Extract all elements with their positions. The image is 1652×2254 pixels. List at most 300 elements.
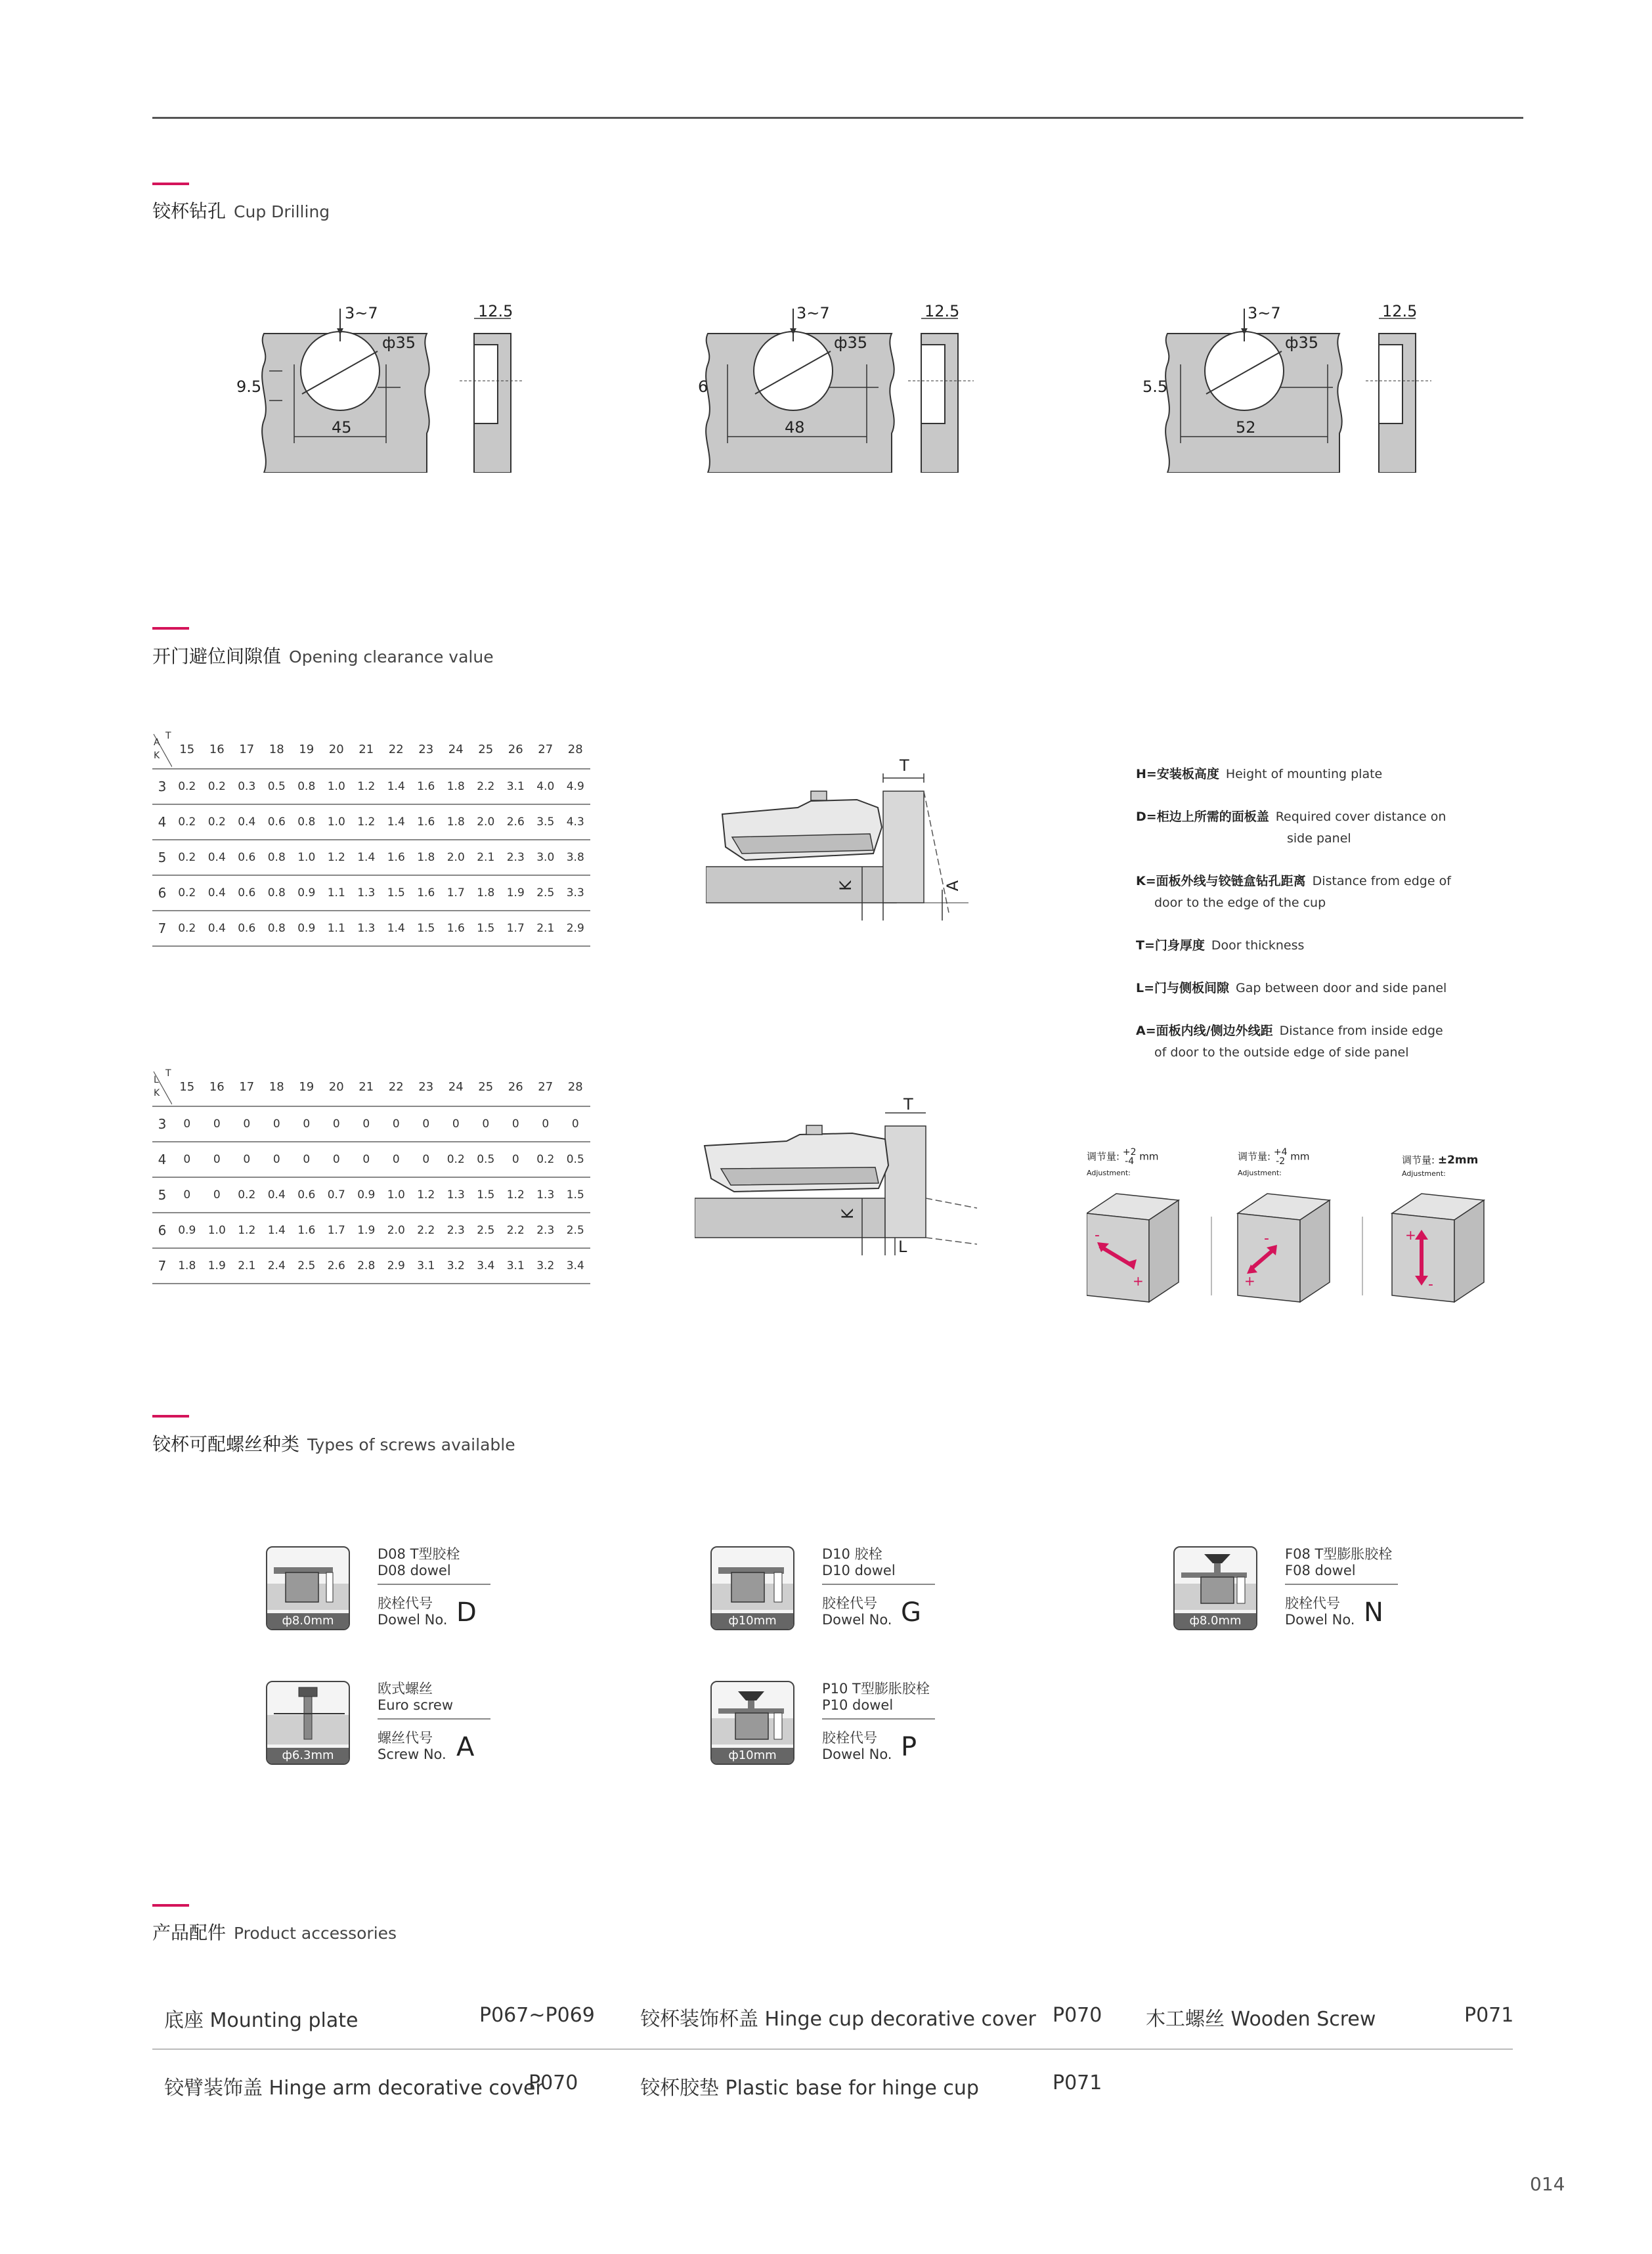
hinge-clearance-diagram-a-svg [706, 755, 988, 926]
dowel-drawing [712, 1548, 794, 1616]
drilling-offset-label: 3~7 [1248, 304, 1281, 322]
screw-no-cn: 胶栓代号 [378, 1595, 433, 1611]
section-accent [152, 1904, 189, 1907]
adjustment-label-2 [1238, 1148, 1310, 1178]
adjustment-en: Adjustment: [1087, 1169, 1131, 1177]
table-cell: 0 [232, 1106, 262, 1142]
table-cell: 1.7 [501, 911, 531, 946]
dowel-drawing [267, 1548, 350, 1616]
legend-key: K=面板外线与铰链盒钻孔距离 [1136, 874, 1306, 888]
section-title-cn: 产品配件 [152, 1922, 227, 1943]
adjustment-cubes [1087, 1187, 1513, 1312]
hinge-clearance-diagram-l [695, 1095, 984, 1261]
table-cell: 0 [501, 1142, 531, 1177]
table-cell: 3.4 [471, 1248, 501, 1284]
corner-left-label: A [154, 737, 160, 748]
table-cell: 3.5 [531, 804, 561, 840]
table-cell: 1.5 [471, 1177, 501, 1213]
column-header: 21 [351, 731, 381, 769]
row-k-value: 4 [152, 1142, 172, 1177]
table-cell: 0 [262, 1106, 292, 1142]
table-cell: 0.2 [172, 804, 202, 840]
table-cell: 0.2 [172, 875, 202, 911]
drilling-edge-label: 6 [698, 378, 708, 396]
table-cell: 2.9 [381, 1248, 412, 1284]
table-cell: 2.5 [471, 1213, 501, 1248]
table-cell: 2.3 [501, 840, 531, 875]
column-header: 17 [232, 731, 262, 769]
table-cell: 0 [561, 1106, 591, 1142]
table-cell: 4.9 [561, 769, 591, 804]
table-cell: 0 [441, 1106, 471, 1142]
screw-title [822, 1681, 930, 1714]
section-title-cn: 铰杯可配螺丝种类 [152, 1433, 300, 1455]
diagram-k-label: K [836, 880, 855, 891]
screw-size-label: ф8.0mm [267, 1613, 349, 1629]
accessory-name: 铰臂装饰盖 Hinge arm decorative cover [164, 2077, 544, 2100]
legend-text: Door thickness [1211, 938, 1305, 953]
table-row [152, 875, 590, 911]
adjustment-cn: 调节量: [1402, 1154, 1435, 1166]
table-cell: 0.6 [232, 911, 262, 946]
column-header: 24 [441, 731, 471, 769]
table-cell: 1.1 [322, 911, 352, 946]
drilling-edge-label: 5.5 [1142, 378, 1168, 396]
corner-bottom-label: K [154, 1088, 160, 1098]
table-cell: 1.0 [322, 769, 352, 804]
adjustment-plus: +2 [1122, 1147, 1137, 1158]
table-cell: 0 [202, 1142, 232, 1177]
table-cell: 3.1 [501, 769, 531, 804]
column-header: 19 [292, 1068, 322, 1106]
section-title-en: Cup Drilling [234, 202, 330, 221]
table-cell: 0 [531, 1106, 561, 1142]
table-cell: 0 [381, 1142, 412, 1177]
accessory-page: P070 [529, 2071, 578, 2094]
adjustment-panel [1087, 1148, 1513, 1312]
diagram-k-label: K [838, 1209, 857, 1219]
table-cell: 1.7 [322, 1213, 352, 1248]
table-cell: 2.8 [351, 1248, 381, 1284]
table-cell: 3.1 [411, 1248, 441, 1284]
adjustment-minus: -2 [1276, 1156, 1286, 1167]
accessory-name: 底座 Mounting plate [164, 2009, 359, 2032]
drilling-depth-label: 12.5 [478, 302, 513, 320]
row-k-value: 6 [152, 1213, 172, 1248]
hinge-clearance-diagram-a [706, 755, 988, 926]
table-cell: 1.6 [381, 840, 412, 875]
table-cell: 2.3 [531, 1213, 561, 1248]
screw-no-en: Dowel No. [1285, 1612, 1355, 1628]
table-cell: 0.2 [172, 911, 202, 946]
table-cell: 1.4 [351, 840, 381, 875]
table-cell: 0.2 [202, 769, 232, 804]
table-cell: 2.0 [381, 1213, 412, 1248]
legend-continuation: door to the edge of the cup [1154, 896, 1326, 910]
drilling-depth-label: 12.5 [1382, 302, 1418, 320]
row-k-value: 3 [152, 1106, 172, 1142]
screw-drawing [267, 1682, 350, 1750]
legend-key: L=门与侧板间隙 [1136, 981, 1230, 995]
drilling-span-label: 45 [332, 418, 352, 437]
table-row [152, 911, 590, 946]
table-cell: 3.4 [561, 1248, 591, 1284]
table-cell: 2.6 [322, 1248, 352, 1284]
cube-depth-adjust-icon [1238, 1194, 1330, 1302]
table-cell: 0.6 [232, 875, 262, 911]
screw-number [1285, 1595, 1355, 1628]
table-cell: 0.4 [202, 911, 232, 946]
adjustment-en: Adjustment: [1238, 1169, 1282, 1177]
table-cell: 1.0 [202, 1213, 232, 1248]
table-cell: 0.6 [262, 804, 292, 840]
table-cell: 0 [322, 1142, 352, 1177]
row-k-value: 4 [152, 804, 172, 840]
column-header: 17 [232, 1068, 262, 1106]
section-accent [152, 1415, 189, 1418]
screw-number [378, 1595, 448, 1628]
screw-no-en: Dowel No. [378, 1612, 448, 1628]
table-corner-cell [152, 1068, 172, 1106]
screw-title-en: Euro screw [378, 1697, 454, 1713]
drilling-offset-label: 3~7 [796, 304, 830, 322]
table-cell: 1.4 [381, 804, 412, 840]
table-cell: 2.2 [471, 769, 501, 804]
table-cell: 0 [292, 1142, 322, 1177]
table-cell: 2.0 [441, 840, 471, 875]
table-cell: 0.5 [262, 769, 292, 804]
section-title-en: Product accessories [234, 1924, 397, 1943]
table-cell: 1.2 [232, 1213, 262, 1248]
screw-title-en: F08 dowel [1285, 1563, 1356, 1578]
screw-separator [378, 1584, 490, 1585]
section-title-cn: 铰杯钻孔 [152, 200, 227, 222]
row-k-value: 5 [152, 1177, 172, 1213]
corner-left-label: L [154, 1075, 159, 1085]
column-header: 22 [381, 1068, 412, 1106]
svg-text:-: - [1264, 1230, 1269, 1247]
column-header: 20 [322, 731, 352, 769]
drilling-depth-label: 12.5 [924, 302, 960, 320]
table-row [152, 804, 590, 840]
screw-title-cn: P10 T型膨胀胶栓 [822, 1681, 930, 1697]
accessory-name: 铰杯装饰杯盖 Hinge cup decorative cover [640, 2008, 1036, 2031]
svg-text:+: + [1405, 1227, 1416, 1243]
column-header: 18 [262, 731, 292, 769]
drilling-diagram-3 [1142, 302, 1438, 473]
screw-letter: D [456, 1597, 477, 1628]
screw-no-cn: 螺丝代号 [378, 1730, 433, 1746]
adjustment-label-3 [1402, 1153, 1478, 1179]
table-cell: 0.8 [262, 840, 292, 875]
row-k-value: 5 [152, 840, 172, 875]
table-cell: 1.1 [322, 875, 352, 911]
table-cell: 2.2 [411, 1213, 441, 1248]
table-cell: 0 [262, 1142, 292, 1177]
legend-item [1136, 871, 1504, 914]
adjustment-unit: mm [1290, 1150, 1310, 1163]
svg-text:-: - [1095, 1227, 1100, 1244]
table-cell: 3.0 [531, 840, 561, 875]
adjustment-range [1274, 1148, 1288, 1166]
table-cell: 1.6 [411, 804, 441, 840]
table-cell: 1.9 [501, 875, 531, 911]
screw-letter: G [901, 1597, 921, 1628]
column-header: 23 [411, 1068, 441, 1106]
table-cell: 0 [411, 1142, 441, 1177]
diagram-t-label: T [903, 1095, 913, 1114]
table-cell: 1.4 [262, 1213, 292, 1248]
top-rule [152, 117, 1523, 119]
clearance-table-a [152, 731, 590, 947]
table-cell: 1.8 [411, 840, 441, 875]
screw-item-d [266, 1546, 515, 1638]
page-number: 014 [1530, 2173, 1565, 2195]
table-cell: 1.6 [441, 911, 471, 946]
row-k-value: 7 [152, 911, 172, 946]
screw-item-p [710, 1681, 960, 1773]
column-header: 22 [381, 731, 412, 769]
table-cell: 2.2 [501, 1213, 531, 1248]
table-row [152, 1213, 590, 1248]
table-cell: 1.3 [531, 1177, 561, 1213]
dowel-d10-icon [710, 1546, 794, 1630]
table-cell: 0.2 [531, 1142, 561, 1177]
table-cell: 0.8 [262, 875, 292, 911]
drilling-span-label: 52 [1236, 418, 1256, 437]
table-cell: 2.3 [441, 1213, 471, 1248]
drilling-diagram-2-svg [695, 302, 990, 473]
screw-no-en: Dowel No. [822, 1612, 892, 1628]
table-cell: 0.9 [172, 1213, 202, 1248]
column-header: 19 [292, 731, 322, 769]
section-accent [152, 183, 189, 185]
screw-separator [1285, 1584, 1398, 1585]
screw-size-label: ф8.0mm [1175, 1613, 1256, 1629]
cube-height-adjust-icon [1392, 1194, 1484, 1302]
table-cell: 1.2 [322, 840, 352, 875]
table-cell: 2.1 [471, 840, 501, 875]
accessories-divider [152, 2048, 1513, 2050]
screw-separator [822, 1718, 935, 1720]
section-title-accessories [152, 1918, 397, 1945]
column-header: 25 [471, 1068, 501, 1106]
table-row [152, 1142, 590, 1177]
section-title-en: Types of screws available [307, 1435, 515, 1454]
table-cell: 1.8 [471, 875, 501, 911]
table-cell: 1.5 [381, 875, 412, 911]
row-k-value: 3 [152, 769, 172, 804]
table-cell: 0.2 [441, 1142, 471, 1177]
table-cell: 0.4 [202, 875, 232, 911]
screw-no-en: Dowel No. [822, 1746, 892, 1762]
table-cell: 0.4 [232, 804, 262, 840]
legend-key: T=门身厚度 [1136, 938, 1205, 953]
column-header: 15 [172, 731, 202, 769]
drilling-span-label: 48 [785, 418, 805, 437]
column-header: 24 [441, 1068, 471, 1106]
table-cell: 0 [471, 1106, 501, 1142]
row-k-value: 6 [152, 875, 172, 911]
table-cell: 1.6 [411, 769, 441, 804]
drilling-diagram-2 [695, 302, 990, 473]
table-cell: 0.8 [262, 911, 292, 946]
table-cell: 0 [501, 1106, 531, 1142]
legend-key: A=面板内线/侧边外线距 [1136, 1024, 1273, 1038]
cube-side-adjust-icon [1087, 1194, 1179, 1302]
drilling-diagram-3-svg [1142, 302, 1438, 473]
table-cell: 1.3 [441, 1177, 471, 1213]
adjustment-en: Adjustment: [1402, 1169, 1446, 1178]
screw-title-en: D10 dowel [822, 1563, 896, 1578]
legend-text: Gap between door and side panel [1236, 981, 1447, 995]
screw-number [822, 1730, 892, 1763]
corner-top-label: T [165, 1068, 171, 1079]
table-cell: 0.7 [322, 1177, 352, 1213]
table-cell: 0.4 [202, 840, 232, 875]
table-corner-cell [152, 731, 172, 769]
table-cell: 2.5 [531, 875, 561, 911]
diagram-t-label: T [900, 756, 909, 775]
screw-title [822, 1546, 896, 1579]
table-cell: 2.1 [531, 911, 561, 946]
screw-no-cn: 胶栓代号 [822, 1595, 877, 1611]
table-cell: 0.2 [172, 769, 202, 804]
drilling-diameter-label: ф35 [382, 334, 416, 352]
table-cell: 0 [292, 1106, 322, 1142]
corner-top-label: T [165, 731, 171, 741]
table-cell: 0.5 [471, 1142, 501, 1177]
adjustment-cn: 调节量: [1238, 1150, 1271, 1163]
svg-text:-: - [1428, 1276, 1433, 1293]
legend-text: Required cover distance on [1275, 810, 1446, 824]
table-cell: 3.8 [561, 840, 591, 875]
table-cell: 1.8 [172, 1248, 202, 1284]
table-cell: 1.6 [411, 875, 441, 911]
screw-item-n [1173, 1546, 1423, 1638]
table-cell: 0 [172, 1177, 202, 1213]
row-k-value: 7 [152, 1248, 172, 1284]
table-cell: 0.9 [292, 875, 322, 911]
accessory-page: P070 [1053, 2004, 1102, 2027]
accessory-name: 铰杯胶垫 Plastic base for hinge cup [640, 2077, 979, 2100]
table-cell: 1.6 [292, 1213, 322, 1248]
hinge-clearance-diagram-l-svg [695, 1103, 984, 1261]
table-cell: 0.2 [232, 1177, 262, 1213]
clearance-table-l-grid [152, 1068, 590, 1284]
table-cell: 0 [351, 1142, 381, 1177]
accessory-page: P071 [1464, 2004, 1514, 2027]
screw-title-en: D08 dowel [378, 1563, 451, 1578]
table-cell: 0.8 [292, 804, 322, 840]
table-cell: 4.3 [561, 804, 591, 840]
table-cell: 1.2 [501, 1177, 531, 1213]
table-cell: 1.5 [561, 1177, 591, 1213]
legend-item [1136, 935, 1504, 957]
table-cell: 1.2 [351, 769, 381, 804]
legend-key: D=柜边上所需的面板盖 [1136, 810, 1269, 824]
screw-item-a [266, 1681, 515, 1773]
clearance-table-l [152, 1068, 590, 1284]
dowel-drawing [1175, 1548, 1257, 1616]
table-cell: 1.9 [202, 1248, 232, 1284]
adjustment-label-1 [1087, 1148, 1159, 1178]
euro-screw-icon [266, 1681, 350, 1765]
column-header: 28 [561, 731, 591, 769]
table-cell: 0.6 [232, 840, 262, 875]
screw-title [378, 1681, 453, 1714]
column-header: 21 [351, 1068, 381, 1106]
table-cell: 0 [232, 1142, 262, 1177]
screw-letter: P [901, 1732, 917, 1762]
table-cell: 3.1 [501, 1248, 531, 1284]
section-title-clearance [152, 642, 494, 668]
table-cell: 1.3 [351, 875, 381, 911]
screw-number [822, 1595, 892, 1628]
column-header: 18 [262, 1068, 292, 1106]
adjustment-range [1123, 1148, 1137, 1166]
table-row [152, 769, 590, 804]
table-cell: 4.0 [531, 769, 561, 804]
accessory-name: 木工螺丝 Wooden Screw [1146, 2008, 1376, 2031]
column-header: 25 [471, 731, 501, 769]
table-cell: 2.9 [561, 911, 591, 946]
drilling-diagram-1 [230, 302, 525, 473]
table-cell: 3.2 [531, 1248, 561, 1284]
table-cell: 2.0 [471, 804, 501, 840]
screw-no-cn: 胶栓代号 [822, 1730, 877, 1746]
table-cell: 1.5 [411, 911, 441, 946]
column-header: 23 [411, 731, 441, 769]
legend-continuation: of door to the outside edge of side panel [1154, 1045, 1409, 1060]
table-cell: 1.8 [441, 769, 471, 804]
drilling-diagram-1-svg [230, 302, 525, 473]
screw-letter: N [1364, 1597, 1383, 1628]
column-header: 26 [501, 1068, 531, 1106]
table-cell: 1.0 [322, 804, 352, 840]
table-cell: 3.2 [441, 1248, 471, 1284]
table-cell: 0 [411, 1106, 441, 1142]
adjustment-unit: mm [1139, 1150, 1159, 1163]
legend-item [1136, 978, 1504, 999]
column-header: 26 [501, 731, 531, 769]
table-cell: 2.6 [501, 804, 531, 840]
legend-continuation: side panel [1287, 831, 1351, 846]
legend-item [1136, 1020, 1504, 1064]
column-header: 27 [531, 1068, 561, 1106]
table-cell: 0 [172, 1142, 202, 1177]
accessory-page: P067~P069 [479, 2004, 595, 2027]
clearance-table-a-grid [152, 731, 590, 947]
diagram-a-label: A [944, 880, 963, 892]
screw-title-cn: F08 T型膨胀胶栓 [1285, 1546, 1393, 1562]
screw-separator [822, 1584, 935, 1585]
screw-size-label: ф10mm [712, 1748, 793, 1764]
column-header: 28 [561, 1068, 591, 1106]
adjustment-value: ±2mm [1437, 1154, 1479, 1167]
table-cell: 1.8 [441, 804, 471, 840]
table-cell: 0 [202, 1177, 232, 1213]
screw-size-label: ф6.3mm [267, 1748, 349, 1764]
dowel-f08-icon [1173, 1546, 1257, 1630]
table-cell: 1.5 [471, 911, 501, 946]
adjustment-cn: 调节量: [1087, 1150, 1120, 1163]
table-header-row [152, 731, 590, 769]
screw-number [378, 1730, 446, 1763]
drilling-edge-label: 9.5 [236, 378, 262, 396]
table-cell: 0 [202, 1106, 232, 1142]
drilling-diameter-label: ф35 [834, 334, 868, 352]
